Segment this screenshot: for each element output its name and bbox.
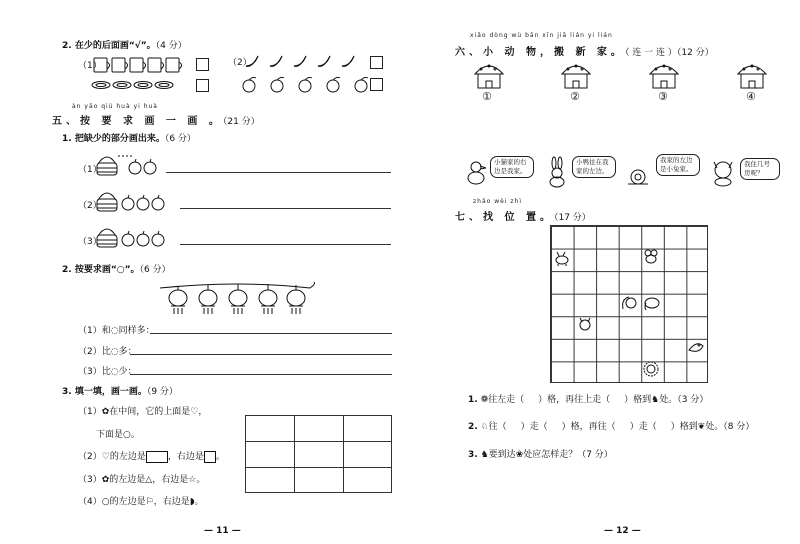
bananas-icon <box>244 54 364 70</box>
s5q3-row2: （2）♡的左边是 ，右边是 。 <box>78 452 225 462</box>
section7-pinyin: zhǎo wèi zhì <box>473 198 522 205</box>
bird-icon <box>687 338 705 356</box>
heart-icon: ♡ <box>101 452 110 462</box>
s5q2-row1: （1）和◌同样多： <box>78 326 155 336</box>
s5q2-row2: （2）比◌多： <box>78 347 137 357</box>
peaches-icon <box>240 76 370 94</box>
flag-icon: ⚐ <box>145 497 154 507</box>
deer-icon: ♘ <box>480 422 489 432</box>
rabbit-icon <box>546 158 568 188</box>
basket-apples-icon-2 <box>96 186 186 214</box>
s5q1-item2-label: （2） <box>78 201 102 211</box>
s5q1-title: 1. 把缺少的部分画出来。（6 分） <box>62 134 196 144</box>
s7q3: 3. ♞要到达❀处应怎样走？（7 分） <box>468 450 613 460</box>
section5-pinyin: àn yāo qiú huà yi huà <box>72 103 158 110</box>
snail-icon <box>626 168 650 186</box>
s5q2-answer-line-2[interactable] <box>130 354 392 355</box>
house-icon-1 <box>473 60 505 90</box>
square-icon <box>204 451 216 463</box>
section6-pinyin: xiǎo dòng wù bān xīn jiā lián yi lián <box>470 32 613 39</box>
deer-icon <box>554 250 570 266</box>
house-number-4: ④ <box>746 90 756 103</box>
mouse-icon <box>643 248 659 264</box>
squirrel-icon <box>621 295 637 311</box>
s5q2-answer-line-3[interactable] <box>130 374 392 375</box>
house-number-2: ② <box>570 90 580 103</box>
answer-box-cups[interactable] <box>196 58 209 71</box>
basket-apples-icon <box>96 150 166 178</box>
elephant-icon: ♞ <box>480 450 489 460</box>
section7-title: 七、找 位 置。（17 分） <box>455 212 591 223</box>
star-icon: ☆ <box>188 475 197 485</box>
cat-icon <box>710 158 736 186</box>
s5q2-title: 2. 按要求画“○”。（6 分） <box>62 265 171 275</box>
house-icon-2 <box>560 60 592 90</box>
squirrel-icon: ❦ <box>697 422 706 432</box>
s5q1-item3-label: （3） <box>78 237 102 247</box>
s7q2: 2. ♘往（ ）走（ ）格，再往（ ）走（ ）格到❦处。（8 分） <box>468 422 755 432</box>
s5q1-answer-line-3[interactable] <box>180 244 391 245</box>
section6-title: 六、小 动 物，搬 新 家。（ 连 一 连 ）（12 分） <box>455 47 714 58</box>
lion-icon <box>642 360 660 378</box>
basket-apples-icon-3 <box>96 222 186 250</box>
s5q1-item1-label: （1） <box>78 165 102 175</box>
half-circle-icon: ◗ <box>189 497 195 507</box>
speech-duck: 小猫家的右边是我家。 <box>490 156 534 178</box>
left-q2-title: 2. 在少的后面画“√”。（4 分） <box>62 41 187 51</box>
s5q3-row4: （4）○的左边是⚐，右边是◗。 <box>78 497 204 507</box>
q2-part2-label: （2） <box>228 58 252 68</box>
answer-box-plates[interactable] <box>196 79 209 92</box>
duck-icon <box>466 160 488 186</box>
cups-icon <box>94 56 184 74</box>
s5q3-row1b: 下面是○。 <box>96 430 140 440</box>
lantern-icon: ◌ <box>110 367 119 377</box>
circle-icon: ○ <box>101 497 110 507</box>
q2-part1-label: （1） <box>78 61 102 71</box>
section5-title: 五、按 要 求 画 一 画 。（21 分） <box>52 116 260 127</box>
s5q1-answer-line-1[interactable] <box>166 172 391 173</box>
lantern-icon: ◌ <box>110 347 119 357</box>
right-page-number: — 12 — <box>604 526 641 536</box>
s7q1: 1. ❁往左走（ ）格，再往上走（ ）格到♞处。（3 分） <box>468 395 709 405</box>
heart-icon: ♡ <box>190 407 199 417</box>
cat-icon: ❀ <box>515 450 524 460</box>
answer-box-bananas[interactable] <box>370 56 383 69</box>
s5q2-row3: （3）比◌少： <box>78 367 137 377</box>
rectangle-icon <box>146 451 168 463</box>
circle-icon: ○ <box>123 430 131 440</box>
lanterns-icon <box>160 282 320 316</box>
plates-icon <box>92 80 182 90</box>
flower-icon: ✿ <box>101 475 110 485</box>
s5q2-answer-line-1[interactable] <box>150 333 392 334</box>
speech-cat: 我住几号房呢？ <box>740 158 780 180</box>
lantern-icon: ◌ <box>110 326 119 336</box>
s5q1-answer-line-2[interactable] <box>180 208 391 209</box>
lion-icon: ❁ <box>480 395 489 405</box>
house-icon-4 <box>736 60 768 90</box>
elephant-icon <box>643 295 661 311</box>
house-number-1: ① <box>482 90 492 103</box>
elephant-icon: ♞ <box>651 395 660 405</box>
speech-snail: 我家的左边是小兔家。 <box>656 154 700 176</box>
cat-grid-icon <box>577 316 593 332</box>
house-icon-3 <box>648 60 680 90</box>
drawing-grid[interactable] <box>245 415 392 493</box>
left-page-number: — 11 — <box>204 526 241 536</box>
house-number-3: ③ <box>658 90 668 103</box>
flower-icon: ✿ <box>101 407 110 417</box>
speech-rabbit: 小鸭住在我家的左边。 <box>572 156 616 178</box>
s5q3-row1: （1）✿在中间，它的上面是♡， <box>78 407 208 417</box>
answer-box-peaches[interactable] <box>370 78 383 91</box>
triangle-icon: △ <box>145 475 153 485</box>
s5q3-row3: （3）✿的左边是△，右边是☆。 <box>78 475 206 485</box>
s5q3-title: 3. 填一填，画一画。（9 分） <box>62 387 178 397</box>
